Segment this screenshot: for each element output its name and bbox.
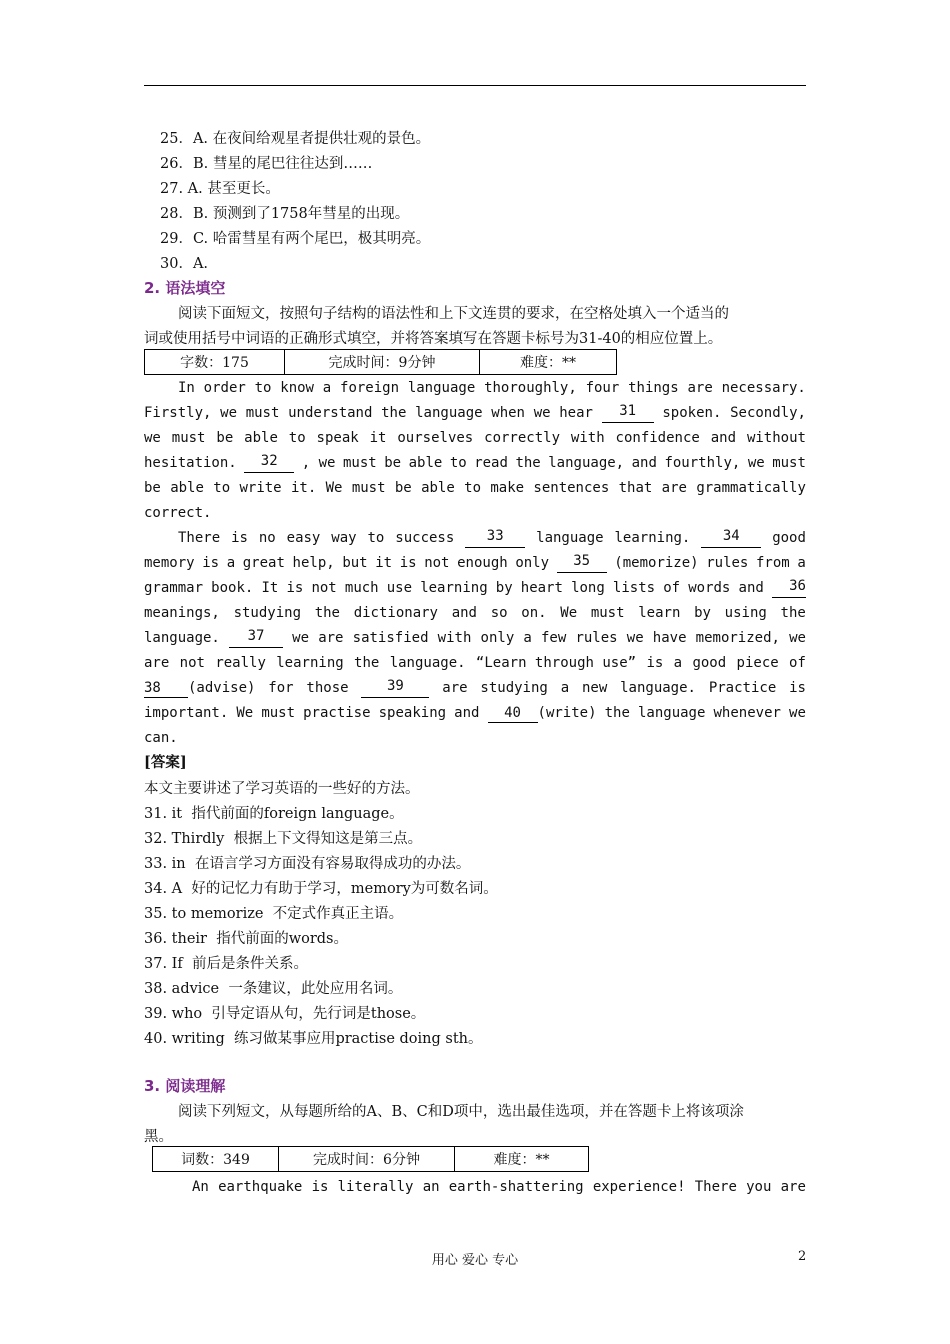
- passage-word: when: [491, 405, 525, 421]
- passage-word: sentences: [533, 480, 610, 496]
- passage-word: able: [408, 455, 443, 471]
- answer-item: 29．C. 哈雷彗星有两个尾巴，极其明亮。: [160, 231, 431, 247]
- passage-word: An: [192, 1179, 209, 1195]
- passage-word: language.: [144, 630, 220, 646]
- passage-word: studying: [480, 680, 548, 696]
- answer-key-item: 37. If 前后是条件关系。: [144, 956, 308, 972]
- passage-word: are: [661, 480, 687, 496]
- passage-word: good: [692, 655, 727, 671]
- section-3-heading: 3. 阅读理解: [144, 1077, 226, 1095]
- passage-word: (write): [537, 705, 597, 721]
- passage-word: four: [585, 380, 620, 396]
- section-2-info-table: [144, 349, 617, 375]
- passage-word: must: [590, 605, 625, 621]
- passage-word: are: [318, 630, 344, 646]
- passage-word: In: [178, 380, 195, 396]
- passage-word: must: [772, 455, 806, 471]
- passage-word: It: [261, 580, 279, 596]
- passage-word: is: [789, 680, 806, 696]
- passage-word: and: [451, 605, 477, 621]
- passage-word: it.: [290, 480, 317, 496]
- section-2-heading: 2. 语法填空: [144, 279, 226, 297]
- answer-item: 28．B. 预测到了1758年彗星的出现。: [160, 206, 410, 222]
- section-2-instruction-line1: 阅读下面短文，按照句子结构的语法性和上下文连贯的要求，在空格处填入一个适当的: [178, 306, 729, 322]
- passage-word: way: [331, 530, 357, 546]
- passage-word: ourselves: [397, 430, 474, 446]
- passage-word: those: [306, 680, 349, 696]
- answer-key-item: 38. advice 一条建议，此处应用名词。: [144, 981, 403, 997]
- passage-word: to: [367, 530, 385, 546]
- passage-word: earth-shattering: [448, 1179, 584, 1195]
- passage-word: heart: [520, 580, 563, 596]
- passage-word: the: [604, 705, 630, 721]
- passage-word: memorized,: [695, 630, 780, 646]
- blank-40[interactable]: 40: [488, 705, 538, 723]
- passage-word: thoroughly,: [484, 380, 577, 396]
- passage-word: must: [342, 455, 377, 471]
- passage-word: and: [631, 455, 657, 471]
- passage-word: (advise): [188, 680, 256, 696]
- passage-word: the: [314, 605, 340, 621]
- passage-word: success: [395, 530, 455, 546]
- passage-word: only: [515, 555, 550, 571]
- answer-key-item: 31. it 指代前面的foreign language。: [144, 806, 404, 822]
- passage-word: is: [646, 655, 664, 671]
- passage-word: rules: [575, 630, 618, 646]
- answer-key-item: 33. in 在语言学习方面没有容易取得成功的办法。: [144, 856, 471, 872]
- passage-word: are: [144, 655, 170, 671]
- passage-word: no: [258, 530, 276, 546]
- passage-word: We: [236, 705, 254, 721]
- passage-word: be: [144, 480, 161, 496]
- passage-word: learning: [420, 580, 488, 596]
- passage-word: to: [449, 455, 467, 471]
- time-cell: 完成时间：9分钟: [285, 350, 480, 375]
- passage-word: using: [724, 605, 767, 621]
- passage-word: must: [351, 480, 386, 496]
- passage-word: Practice: [708, 680, 777, 696]
- passage-word: you: [746, 1179, 772, 1195]
- passage-line: can.: [144, 730, 178, 746]
- passage-word: language.: [620, 680, 696, 696]
- answer-key-item: 40. writing 练习做某事应用practise doing sth。: [144, 1031, 483, 1047]
- passage-word: enough: [457, 555, 508, 571]
- answer-key-item: 32. Thirdly 根据上下文得知这是第三点。: [144, 831, 423, 847]
- difficulty-cell: 难度：**: [480, 350, 617, 375]
- passage-word: There: [694, 1179, 737, 1195]
- passage-word: satisfied: [352, 630, 429, 646]
- section-3-instruction-line1: 阅读下列短文，从每题所给的A、B、C和D项中，选出最佳选项，并在答题卡上将该项涂: [178, 1104, 744, 1120]
- passage-word: long: [571, 580, 605, 596]
- passage-word: understand: [288, 405, 373, 421]
- passage-word: the: [515, 455, 541, 471]
- answer-key-summary: 本文主要讲述了学习英语的一些好的方法。: [144, 781, 420, 797]
- passage-word: We: [325, 480, 343, 496]
- passage-word: write: [239, 480, 282, 496]
- answer-item: 27. A. 甚至更长。: [160, 181, 280, 197]
- passage-word: we: [789, 630, 806, 646]
- passage-word: to: [213, 480, 231, 496]
- answer-item: 25．A. 在夜间给观星者提供壮观的景色。: [160, 131, 431, 147]
- blank-35[interactable]: 35: [557, 553, 607, 573]
- passage-word: hear: [559, 405, 593, 421]
- passage-word: fourthly,: [664, 455, 741, 471]
- passage-word: book.: [211, 580, 254, 596]
- passage-word: literally: [337, 1179, 414, 1195]
- passage-word: rules: [706, 555, 749, 571]
- answer-key-item: 39. who 引导定语从句，先行词是those。: [144, 1006, 426, 1022]
- passage-word: language: [407, 380, 476, 396]
- blank-32[interactable]: 32: [244, 453, 294, 473]
- passage-line: [144, 453, 806, 473]
- passage-word: have: [652, 630, 687, 646]
- passage-word: we: [747, 455, 765, 471]
- passage-word: really: [215, 655, 266, 671]
- passage-word: use: [386, 580, 413, 596]
- passage-word: a: [226, 555, 236, 571]
- answer-key-title: [答案]: [144, 754, 187, 771]
- passage-word: of: [663, 580, 681, 596]
- section-3-info-table: [152, 1146, 589, 1172]
- passage-word: we: [220, 405, 237, 421]
- passage-word: not: [311, 580, 337, 596]
- passage-word: is: [231, 530, 248, 546]
- passage-word: a: [673, 655, 683, 671]
- passage-word: Secondly,: [730, 405, 806, 421]
- time-cell: 完成时间：6分钟: [279, 1147, 455, 1172]
- passage-word: lists: [612, 580, 656, 596]
- passage-word: with: [437, 630, 472, 646]
- section-2-instruction-line2: 词或使用括号中词语的正确形式填空，并将答案填写在答题卡标号为31-40的相应位置上。: [144, 331, 723, 347]
- passage-word: able: [170, 480, 204, 496]
- passage-word: (memorize): [614, 555, 699, 571]
- passage-word: on.: [521, 605, 547, 621]
- passage-word: few: [541, 630, 567, 646]
- passage-word: and: [710, 430, 737, 446]
- passage-word: are: [687, 380, 713, 396]
- section-3-instruction-line2: 黑。: [144, 1129, 173, 1145]
- passage-word: grammar: [144, 580, 204, 596]
- passage-word: studying: [233, 605, 301, 621]
- passage-line: [144, 603, 806, 623]
- passage-word: learn: [638, 605, 681, 621]
- answer-key-item: 34. A 好的记忆力有助于学习，memory为可数名词。: [144, 881, 498, 897]
- passage-line: [144, 428, 806, 448]
- passage-word: correctly: [484, 430, 560, 446]
- passage-word: are: [442, 680, 468, 696]
- passage-word: Firstly,: [144, 405, 212, 421]
- passage-word: we: [292, 630, 310, 646]
- passage-word: able: [421, 480, 455, 496]
- answer-item: 30．A.: [160, 256, 209, 272]
- passage-word: able: [244, 430, 278, 446]
- blank-37[interactable]: 37: [229, 628, 283, 648]
- passage-word: great: [242, 555, 285, 571]
- passage-word: only: [480, 630, 515, 646]
- passage-word: to: [254, 380, 272, 396]
- passage-word: There: [178, 530, 221, 546]
- passage-word: a: [560, 680, 570, 696]
- passage-line: [144, 678, 806, 698]
- passage-word: dictionary: [353, 605, 438, 621]
- passage-word: whenever: [713, 705, 781, 721]
- answer-item: 26．B. 彗星的尾巴往往达到……: [160, 156, 373, 172]
- passage-word: be: [216, 430, 234, 446]
- passage-word: that: [618, 480, 653, 496]
- passage-line: [144, 628, 806, 648]
- passage-word: is: [202, 555, 220, 571]
- passage-word: We: [560, 605, 578, 621]
- passage-word: but: [342, 555, 368, 571]
- passage-word: the: [381, 405, 407, 421]
- blank-33[interactable]: 33: [465, 528, 525, 548]
- page-number: 2: [798, 1249, 807, 1264]
- passage-line: [144, 403, 806, 423]
- footer-text: 用心 爱心 专心: [431, 1253, 519, 1268]
- passage-line: [144, 478, 806, 498]
- word-count-cell: 词数：349: [153, 1147, 279, 1172]
- passage-word: by: [694, 605, 711, 621]
- passage-word: for: [268, 680, 294, 696]
- passage-word: to: [464, 480, 481, 496]
- passage-word: language: [415, 405, 483, 421]
- passage-word: the: [354, 655, 380, 671]
- passage-word: make: [490, 480, 525, 496]
- passage-word: must: [171, 430, 206, 446]
- passage-line: correct.: [144, 505, 212, 521]
- passage-word: hesitation.: [144, 455, 237, 471]
- passage-word: be: [394, 480, 412, 496]
- passage-line: [144, 578, 806, 598]
- passage-word: experience!: [592, 1179, 686, 1195]
- passage-word: memory: [144, 555, 195, 571]
- passage-word: it: [375, 555, 393, 571]
- passage-word: earthquake: [218, 1179, 303, 1195]
- passage-word: much: [344, 580, 379, 596]
- passage-line: [144, 653, 806, 673]
- passage-word: necessary.: [721, 380, 806, 396]
- passage-word: without: [746, 430, 806, 446]
- passage-word: , we: [301, 455, 336, 471]
- passage-word: easy: [286, 530, 321, 546]
- passage-line: [192, 1177, 806, 1197]
- passage-word: meanings,: [144, 605, 220, 621]
- passage-word: and: [454, 705, 480, 721]
- passage-line: [144, 553, 806, 573]
- answer-key-item: 35. to memorize 不定式作真正主语。: [144, 906, 404, 922]
- passage-word: help,: [292, 555, 335, 571]
- passage-word: language: [637, 705, 706, 721]
- passage-line: [178, 378, 806, 398]
- word-count-cell: 字数：175: [145, 350, 285, 375]
- passage-word: with: [570, 430, 605, 446]
- passage-word: words: [688, 580, 731, 596]
- passage-word: speak: [316, 430, 359, 446]
- passage-word: “Learn through use”: [475, 655, 637, 671]
- passage-word: a: [523, 630, 532, 646]
- header-rule: [144, 85, 806, 86]
- blank-38[interactable]: 38: [144, 680, 188, 698]
- passage-word: a: [322, 380, 332, 396]
- difficulty-cell: 难度：**: [455, 1147, 589, 1172]
- passage-word: spoken.: [662, 405, 722, 421]
- passage-word: the: [780, 605, 806, 621]
- blank-31[interactable]: 31: [602, 403, 654, 423]
- passage-word: confidence: [615, 430, 700, 446]
- passage-line: [178, 528, 806, 548]
- passage-word: must: [245, 405, 280, 421]
- passage-word: not: [179, 655, 205, 671]
- passage-word: of: [789, 655, 806, 671]
- passage-word: important.: [144, 705, 229, 721]
- passage-word: learning: [276, 655, 344, 671]
- passage-word: an: [422, 1179, 440, 1195]
- passage-line: [144, 703, 806, 723]
- passage-word: read: [474, 455, 508, 471]
- passage-word: foreign: [340, 380, 400, 396]
- passage-word: not: [424, 555, 450, 571]
- passage-word: language: [536, 530, 604, 546]
- passage-word: we: [626, 630, 644, 646]
- passage-word: are: [780, 1179, 806, 1195]
- passage-word: language.: [389, 655, 466, 671]
- passage-word: we: [144, 430, 161, 446]
- passage-word: from: [756, 555, 790, 571]
- answer-key-item: 36. their 指代前面的words。: [144, 931, 348, 947]
- passage-word: things: [628, 380, 679, 396]
- passage-word: by: [495, 580, 513, 596]
- passage-word: be: [384, 455, 402, 471]
- blank-39[interactable]: 39: [361, 678, 429, 698]
- blank-34[interactable]: 34: [701, 528, 761, 548]
- passage-word: it: [369, 430, 387, 446]
- passage-word: to: [288, 430, 306, 446]
- passage-word: grammatically: [696, 480, 806, 496]
- passage-word: know: [280, 380, 314, 396]
- passage-word: learning.: [614, 530, 691, 546]
- passage-word: a: [797, 555, 806, 571]
- passage-word: good: [772, 530, 806, 546]
- blank-36[interactable]: 36: [772, 578, 806, 598]
- passage-word: practise: [303, 705, 371, 721]
- passage-word: and: [738, 580, 764, 596]
- passage-word: must: [261, 705, 296, 721]
- passage-word: so: [490, 605, 508, 621]
- passage-word: is: [311, 1179, 329, 1195]
- passage-word: is: [286, 580, 304, 596]
- passage-word: language,: [548, 455, 625, 471]
- passage-word: we: [533, 405, 551, 421]
- passage-word: piece: [736, 655, 779, 671]
- passage-word: is: [399, 555, 417, 571]
- passage-word: order: [203, 380, 246, 396]
- passage-word: new: [581, 680, 608, 696]
- passage-word: speaking: [378, 705, 447, 721]
- passage-word: we: [789, 705, 806, 721]
